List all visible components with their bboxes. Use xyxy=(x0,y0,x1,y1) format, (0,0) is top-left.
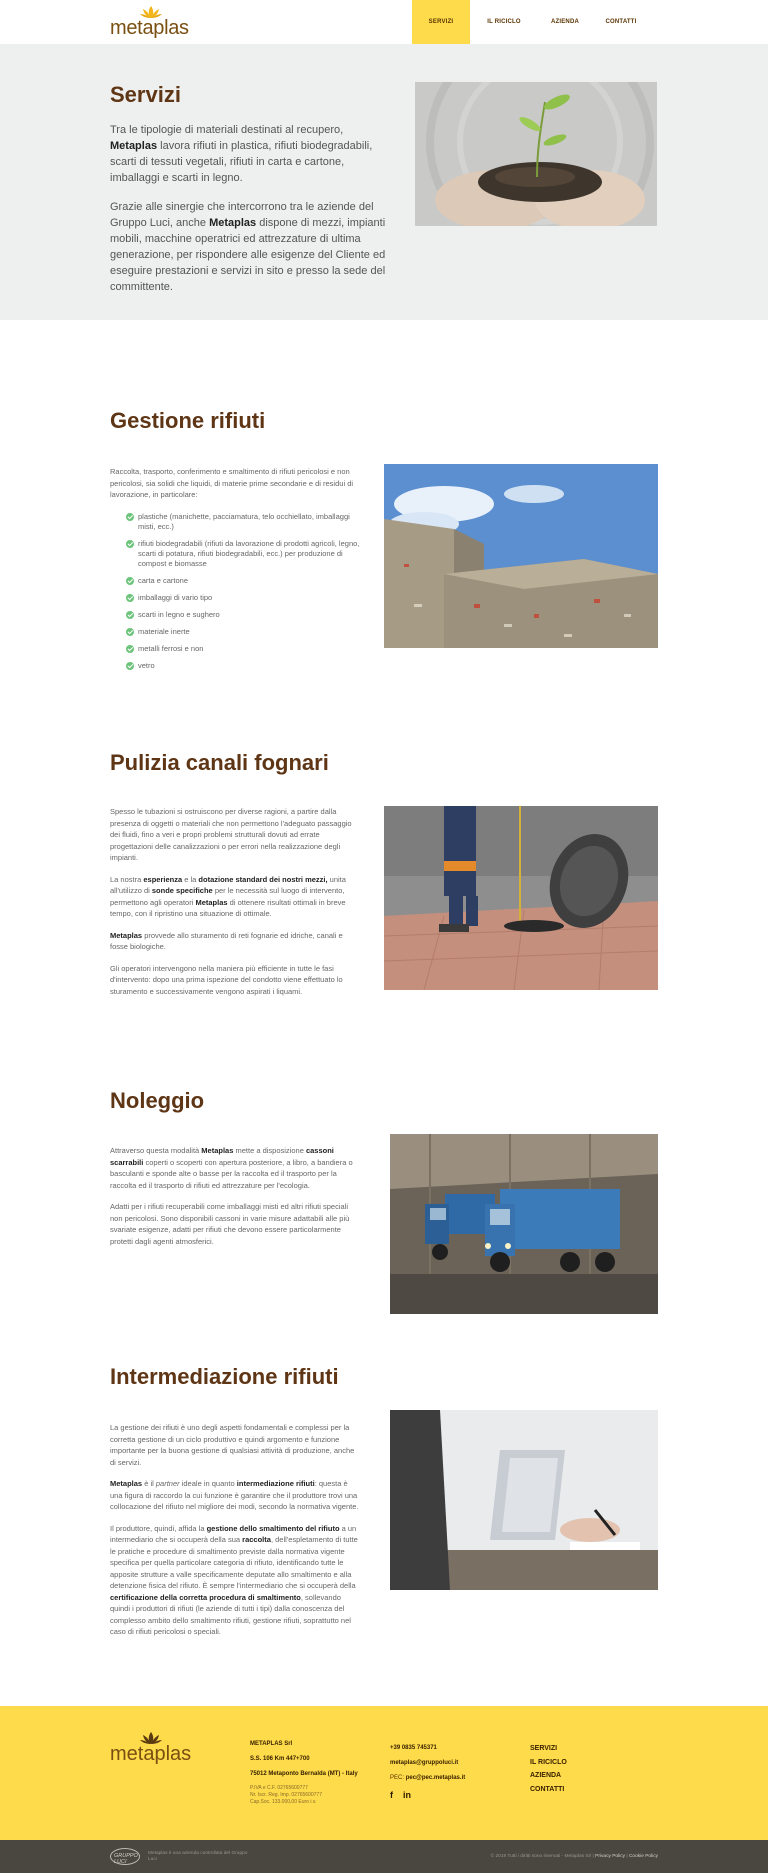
baled-waste-image xyxy=(384,464,658,648)
footer-nav-contatti[interactable]: CONTATTI xyxy=(530,1785,565,1793)
pulizia-title: Pulizia canali fognari xyxy=(110,750,329,775)
footer-nav-azienda[interactable]: AZIENDA xyxy=(530,1772,562,1779)
footer-menu xyxy=(530,1744,567,1798)
list-item: materiale inerte xyxy=(126,627,366,637)
hands-soil-plant-image xyxy=(415,82,657,226)
footer-nav-il-riciclo[interactable]: IL RICICLO xyxy=(530,1758,567,1766)
intermediazione-text: La gestione dei rifiuti è uno degli aspetti fondamentali e complessi per la corretta gestione di un ciclo produttivo e quindi argomento e funzione importante per la buona gestione di qualsiasi attività di produzione, anche di servizi. Metaplas è il partner ideale in quanto intermediazione rifiuti: questa è una figura di raccordo la cui funzione è garantire che il produttore trovi una collocazione del rifiuto nel migliore dei modi, secondo la normativa vigente. Il produttore, quindi, affida la gestione dello smaltimento del rifiuto a un intermediario che si occuperà della sua raccolta, dell'espletamento di tutte le pratiche e procedure di smaltimento previste dalla normativa vigente specifica per quella particolare categoria di rifiuto, identificando tutte le apposite strutture a valle specificamente deputate allo smaltimento e alla detenzione fisica del rifiuto. È sempre l'intermediario che si occuperà della certificazione della corretta procedura di smaltimento, sollevando quindi i produttori di rifiuti (le aziende di tutti i tipi) dalla conoscenza del complesso ambito dello smaltimento rifiuti, gestione rifiuti, soprattutto nel caso di rifiuti pericolosi o speciali. xyxy=(110,1423,359,1636)
check-icon xyxy=(126,577,134,585)
footer-email[interactable]: metaplas@gruppoluci.it xyxy=(390,1760,459,1766)
nav-contatti[interactable]: CONTATTI xyxy=(605,19,637,25)
pulizia-text: Spesso le tubazioni si ostruiscono per diverse ragioni, a partire dalla presenza di oggetti o materiali che non permettono l'adeguato passaggio dei fluidi, fino a veri e propri problemi strutturali dovuti ad errate progettazioni delle canalizzazioni o per errori nella realizzazione degli impianti. La nostra esperienza e la dotazione standard dei nostri mezzi, unita all'utilizzo di sonde specifiche per le necessità sul luogo di intervento, permettono agli operatori Metaplas di ottenere risultati ottimali in breve tempo, con il ripristino una situazione di ottimale. Metaplas provvede allo sturamento di reti fognarie ed idriche, canali e fosse biologiche. Gli operatori intervengono nella maniera più efficiente in tutte le fasi d'intervento: dopo una prima ispezione del condotto viene effettuato lo sturamento e successivamente vengono aspirati i liquami. xyxy=(110,807,352,996)
group-note: Metaplas è una azienda controllata del Gruppo Luci xyxy=(148,1851,248,1862)
check-icon xyxy=(126,513,134,521)
bottom-bar xyxy=(0,1840,768,1873)
legal-links: © 2019 Tutti i diritti sono riservati - Metaplas Srl | Privacy Policy | Cookie Policy xyxy=(490,1854,658,1859)
footer-phone[interactable]: +39 0835 745371 xyxy=(390,1745,437,1751)
gestione-title: Gestione rifiuti xyxy=(110,408,266,433)
linkedin-icon[interactable]: in xyxy=(403,1790,411,1800)
gestione-list xyxy=(126,512,366,678)
site-footer xyxy=(0,1706,768,1840)
copyright-text: © 2019 Tutti i diritti sono riservati - Metaplas Srl xyxy=(490,1854,592,1859)
footer-social xyxy=(390,1790,411,1800)
gruppo-luci-logo[interactable]: GRUPPO LUCI xyxy=(110,1848,140,1865)
nav-azienda[interactable]: AZIENDA xyxy=(550,19,580,25)
privacy-policy-link[interactable]: Privacy Policy xyxy=(595,1854,625,1859)
list-item: scarti in legno e sughero xyxy=(126,610,366,620)
intro-paragraph-2: Grazie alle sinergie che intercorrono tra le aziende del Gruppo Luci, anche Metaplas dispone di mezzi, impianti mobili, macchine operatrici ed attrezzature di ultima generazione, per rispondere alle esigenze del Cliente ed eseguire prestazioni e servizi in sito e presso la sede del committente. xyxy=(110,201,386,293)
cookie-policy-link[interactable]: Cookie Policy xyxy=(628,1854,658,1859)
site-header xyxy=(0,0,768,44)
noleggio-title: Noleggio xyxy=(110,1088,205,1113)
intro-paragraph-1: Tra le tipologie di materiali destinati al recupero, Metaplas lavora rifiuti in plastica, rifiuti biodegradabili, scarti di tessuti vegetali, rifiuti in carta e cartone, imballaggi e scarti in legno. xyxy=(110,124,373,184)
nav-il-riciclo[interactable]: IL RICICLO xyxy=(487,19,521,25)
list-item: rifiuti biodegradabili (rifiuti da lavorazione di prodotti agricoli, legno, scarti di potatura, rifiuti biodegradabili, ecc.) per produzione di compost e biomasse xyxy=(126,539,366,569)
facebook-icon[interactable]: f xyxy=(390,1790,393,1800)
footer-contacts xyxy=(390,1744,465,1783)
check-icon xyxy=(126,645,134,653)
check-icon xyxy=(126,628,134,636)
footer-logo-text: metaplas xyxy=(110,1743,192,1765)
footer-nav-servizi[interactable]: SERVIZI xyxy=(530,1745,558,1752)
check-icon xyxy=(126,611,134,619)
list-item: imballaggi di vario tipo xyxy=(126,593,366,603)
list-item: plastiche (manichette, pacciamatura, telo occhiellato, imballaggi misti, ecc.) xyxy=(126,512,366,532)
noleggio-text: Attraverso questa modalità Metaplas mette a disposizione cassoni scarrabili coperti o scoperti con apertura posteriore, a libro, a bandiera o basculanti e sponde alte o basse per la raccolta ed il trasporto per la raccolta ed il trasporto di rifiuti ed attrezzature per l'ecologia. Adatti per i rifiuti recuperabili come imballaggi misti ed altri rifiuti speciali non pericolosi. Sono disponibili cassoni in varie misure adattabili alle più svariate esigenze, adatti per rifiuti che devono essere particolarmente protetti dagli agenti atmosferici. xyxy=(110,1146,353,1246)
logo-text: metaplas xyxy=(110,17,189,39)
gestione-intro: Raccolta, trasporto, conferimento e smaltimento di rifiuti pericolosi e non pericolosi, sia solidi che liquidi, di materie prime secondarie e di residui di lavorazione, in particolare: xyxy=(110,467,354,499)
metaplas-logo[interactable] xyxy=(110,6,200,38)
intro-section xyxy=(0,44,768,320)
list-item: vetro xyxy=(126,661,366,671)
check-icon xyxy=(126,594,134,602)
list-item: metalli ferrosi e non xyxy=(126,644,366,654)
check-icon xyxy=(126,662,134,670)
nav-servizi[interactable]: SERVIZI xyxy=(412,0,470,44)
intermediazione-title: Intermediazione rifiuti xyxy=(110,1364,339,1389)
trucks-warehouse-image xyxy=(390,1134,658,1314)
list-item: carta e cartone xyxy=(126,576,366,586)
office-laptop-image xyxy=(390,1410,658,1590)
sewer-worker-image xyxy=(384,806,658,990)
footer-pec[interactable]: PEC: pec@pec.metaplas.it xyxy=(390,1775,466,1781)
check-icon xyxy=(126,540,134,548)
footer-address: METAPLAS Srl S.S. 106 Km 447+700 75012 Metaponto Bernalda (MT) - Italy P.IVA e C.F. 02765600777 Nr. Iscr. Reg. Imp. 02765600777 Cap.Soc. 133.000,00 Euro i.v. xyxy=(250,1741,358,1805)
page-title: Servizi xyxy=(110,82,181,107)
main-nav xyxy=(412,0,650,44)
footer-logo[interactable] xyxy=(110,1732,200,1766)
